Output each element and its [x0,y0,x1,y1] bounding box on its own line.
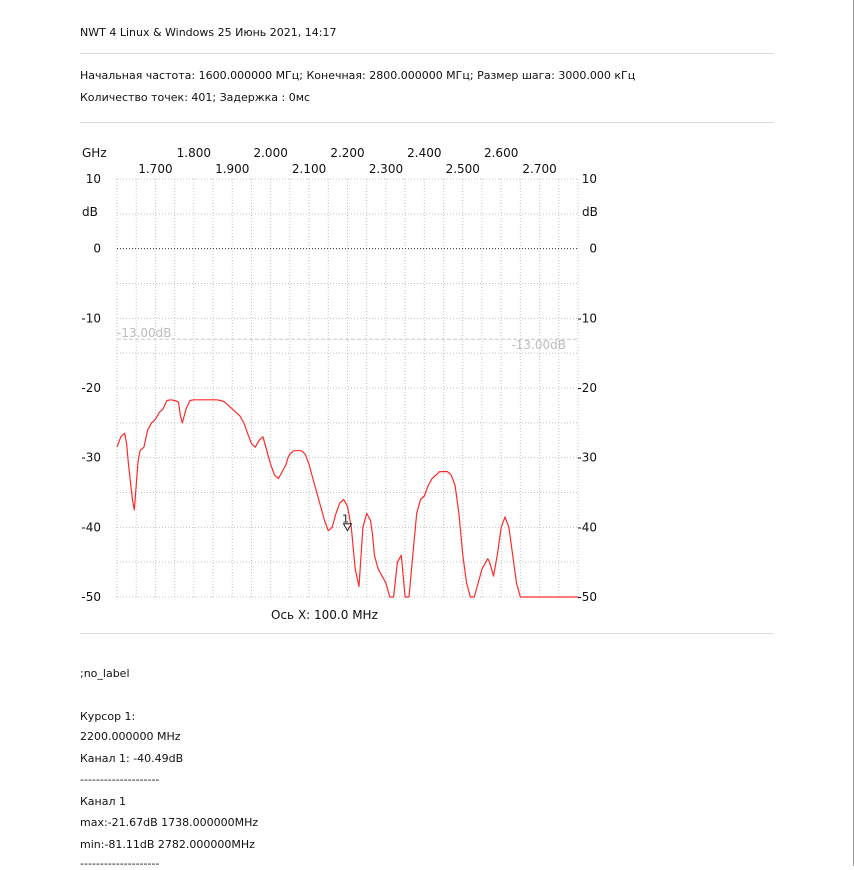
series-line-channel-1 [117,400,578,597]
separator-2: -------------------- [80,857,160,870]
y-tick-label-left: -20 [81,381,101,395]
x-tick-label-top: 2.000 [253,146,288,160]
label-line: ;no_label [80,667,130,680]
y-tick-label-left: -10 [81,311,101,326]
y-tick-label-right: -30 [577,450,597,465]
cursor-title: Курсор 1: [80,710,136,723]
min-value: min:-81.11dB 2782.000000MHz [80,838,255,851]
cursor-value: Канал 1: -40.49dB [80,752,184,765]
max-value: max:-21.67dB 1738.000000MHz [80,816,259,829]
y-tick-label-right: -20 [577,381,597,395]
points-delay: Количество точек: 401; Задержка : 0мс [80,91,311,104]
x-tick-label-bottom: 2.300 [368,162,404,176]
x-tick-label-top: 2.600 [483,146,519,160]
x-tick-label-bottom: 2.100 [291,162,327,176]
report-title: NWT 4 Linux & Windows 25 Июнь 2021, 14:17 [80,26,337,39]
x-tick-label-top: 2.400 [407,146,442,160]
x-tick-label-bottom: 2.500 [445,162,480,176]
y-unit-label-right: dB [582,205,598,219]
x-unit-label: GHz [82,146,107,160]
y-tick-label-left: 10 [85,172,101,186]
y-tick-label-left: 0 [93,241,101,256]
y-tick-label-left: -30 [81,450,101,465]
x-axis-label: Ось X: 100.0 MHz [271,608,378,622]
x-tick-label-bottom: 1.900 [215,162,250,176]
chart-grid [117,179,578,597]
y-tick-label-right: 0 [589,241,597,256]
reference-label-right: -13.00dB [511,338,566,353]
y-tick-label-left: -40 [81,520,101,535]
y-tick-label-right: -50 [577,590,597,604]
x-tick-label-bottom: 2.700 [522,162,557,176]
x-tick-label-bottom: 1.700 [138,162,173,176]
y-tick-label-right: -40 [577,520,597,535]
x-tick-label-top: 1.800 [176,146,212,160]
sweep-parameters: Начальная частота: 1600.000000 МГц; Конечная: 2800.000000 МГц; Размер шага: 3000.000 кГц [80,69,636,82]
x-tick-label-top: 2.200 [330,146,365,160]
y-tick-label-right: -10 [577,311,597,326]
chart-tick-labels [81,146,597,604]
cursor-frequency: 2200.000000 MHz [80,730,181,743]
y-tick-label-right: 10 [581,172,597,186]
y-tick-label-left: -50 [81,590,101,604]
cursor-marker-label: 1 [342,512,349,526]
divider-chart-bottom [80,633,774,634]
reference-label-left: -13.00dB [117,326,172,341]
channel-title: Канал 1 [80,795,127,808]
separator-1: -------------------- [80,773,160,786]
y-unit-label-left: dB [82,205,98,219]
